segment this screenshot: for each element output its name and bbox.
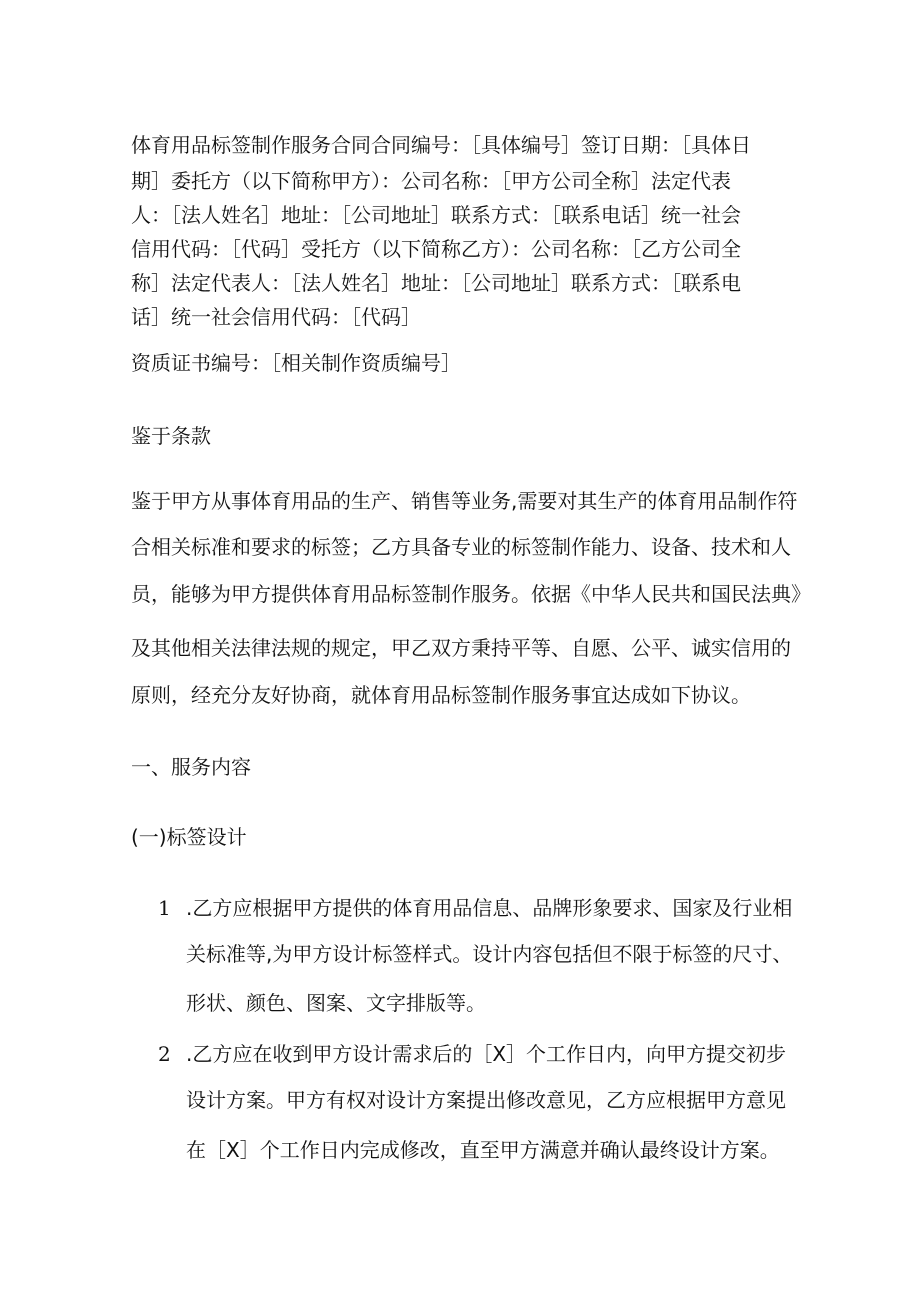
- recitals-line-4: 及其他相关法律法规的规定，甲乙双方秉持平等、自愿、公平、诚实信用的: [131, 636, 791, 660]
- list-item-1-line-2: 关标准等,为甲方设计标签样式。设计内容包括但不限于标签的尺寸、: [186, 942, 793, 966]
- recitals-heading: 鉴于条款: [131, 424, 211, 448]
- section-heading: 一、服务内容: [131, 755, 251, 779]
- subsection-heading: (一)标签设计: [131, 825, 247, 849]
- list-item-2-line-1: .乙方应在收到甲方设计需求后的［X］个工作日内，向甲方提交初步: [186, 1042, 787, 1066]
- qualification-line: 资质证书编号：［相关制作资质编号］: [131, 351, 461, 375]
- header-line-4: 信用代码：［代码］受托方（以下简称乙方）：公司名称：［乙方公司全: [131, 237, 741, 261]
- list-item-number: 1: [158, 896, 171, 920]
- header-line-3: 人：［法人姓名］地址：［公司地址］联系方式：［联系电话］统一社会: [131, 203, 741, 227]
- list-item-number: 2: [158, 1042, 171, 1066]
- list-item-1-line-3: 形状、颜色、图案、文字排版等。: [186, 991, 486, 1015]
- header-line-2: 期］委托方（以下简称甲方）：公司名称：［甲方公司全称］法定代表: [131, 169, 731, 193]
- recitals-line-5: 原则，经充分友好协商，就体育用品标签制作服务事宜达成如下协议。: [131, 683, 751, 707]
- header-line-6: 话］统一社会信用代码：［代码］: [131, 305, 421, 329]
- list-item-2-line-2: 设计方案。甲方有权对设计方案提出修改意见，乙方应根据甲方意见: [186, 1088, 786, 1112]
- header-line-1: 体育用品标签制作服务合同合同编号：［具体编号］签订日期：［具体日: [131, 133, 751, 157]
- list-item-1-line-1: .乙方应根据甲方提供的体育用品信息、品牌形象要求、国家及行业相: [186, 896, 793, 920]
- recitals-line-3: 员，能够为甲方提供体育用品标签制作服务。依据《中华人民共和国民法典》: [131, 582, 811, 606]
- recitals-line-2: 合相关标准和要求的标签；乙方具备专业的标签制作能力、设备、技术和人: [131, 535, 791, 559]
- header-line-5: 称］法定代表人：［法人姓名］地址：［公司地址］联系方式：［联系电: [131, 271, 741, 295]
- list-item-2-line-3: 在［X］个工作日内完成修改，直至甲方满意并确认最终设计方案。: [186, 1138, 780, 1162]
- recitals-line-1: 鉴于甲方从事体育用品的生产、销售等业务,需要对其生产的体育用品制作符: [131, 489, 798, 513]
